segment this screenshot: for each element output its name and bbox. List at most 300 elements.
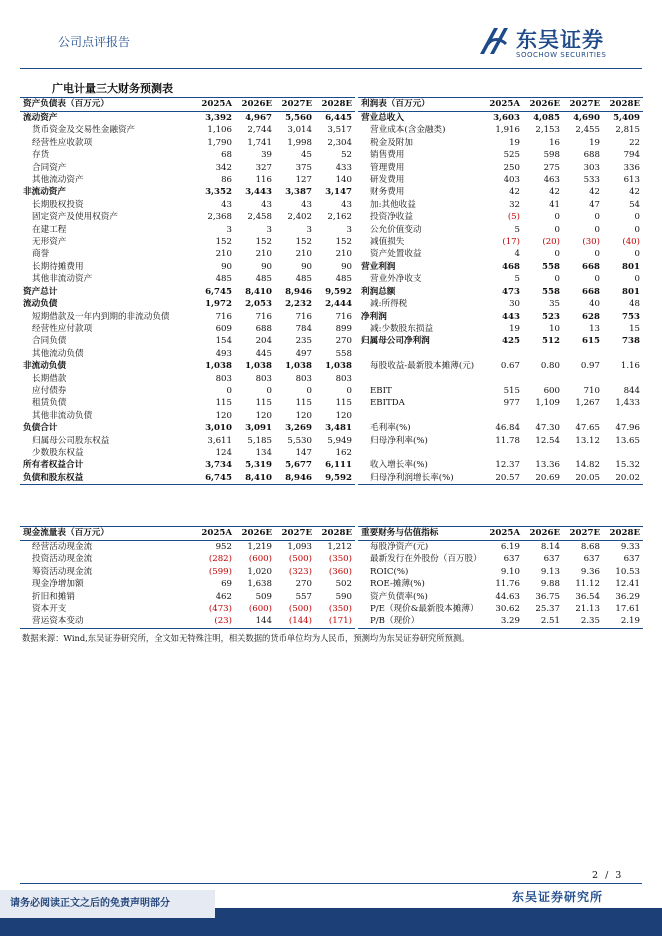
- row-value: (500): [288, 604, 312, 615]
- row-value: 558: [542, 261, 560, 272]
- row-label: 研发费用: [370, 175, 405, 186]
- row-label: 每股收益-最新股本摊薄(元): [370, 361, 475, 372]
- row-value: 120: [295, 410, 312, 421]
- row-value: 204: [255, 336, 272, 347]
- row-value: (171): [315, 615, 355, 628]
- row-value: 0: [226, 385, 232, 396]
- row-value: 1,267: [575, 398, 600, 409]
- row-label: 最新发行在外股份（百万股）: [370, 554, 482, 565]
- row-value: 9,592: [315, 472, 355, 485]
- row-value: 43: [301, 199, 312, 210]
- table-row: [20, 385, 355, 397]
- table-header-row: [20, 527, 355, 541]
- row-value: [523, 410, 563, 422]
- row-value: 3,517: [327, 125, 352, 136]
- table-row: [358, 553, 643, 565]
- row-label: 折旧和摊销: [32, 591, 75, 602]
- row-value: 47: [589, 199, 600, 210]
- table-row: [20, 435, 355, 447]
- table-row: [20, 112, 355, 125]
- year-header: 2028E: [315, 98, 355, 112]
- row-label: 资产负债率(%): [370, 591, 428, 602]
- row-value: 6,745: [205, 286, 232, 297]
- row-label: 经营性应付款项: [32, 323, 93, 334]
- row-value: 90: [221, 261, 232, 272]
- row-value: 497: [295, 348, 312, 359]
- row-value: 2.19: [603, 615, 643, 628]
- row-value: 116: [255, 175, 272, 186]
- row-value: 3: [266, 224, 272, 235]
- row-value: 613: [623, 175, 640, 186]
- row-value: 20.05: [563, 472, 603, 485]
- row-value: 154: [215, 336, 232, 347]
- row-value: 803: [215, 373, 232, 384]
- table-row: [20, 566, 355, 578]
- row-value: [603, 373, 643, 385]
- row-label: 短期借款及一年内到期的非流动负债: [32, 311, 170, 322]
- disclaimer-link[interactable]: 请务必阅读正文之后的免责声明部分: [0, 890, 215, 918]
- row-label: 应付债券: [32, 385, 67, 396]
- row-value: 445: [255, 348, 272, 359]
- row-value: 2,053: [245, 299, 272, 310]
- row-value: 493: [215, 348, 232, 359]
- page-number: 2 / 3: [592, 870, 624, 881]
- row-value: 463: [543, 175, 560, 186]
- year-header: 2025A: [483, 527, 523, 541]
- row-value: 17.61: [615, 604, 640, 615]
- row-label: [358, 373, 483, 385]
- row-value: 12.54: [535, 435, 560, 446]
- row-value: 115: [295, 398, 312, 409]
- row-value: [483, 348, 523, 360]
- table-row: [20, 422, 355, 434]
- table-row: [20, 360, 355, 372]
- row-label: 现金净增加额: [32, 579, 84, 590]
- row-value: 3: [226, 224, 232, 235]
- row-value: 688: [583, 150, 600, 161]
- row-value: 13.65: [615, 435, 640, 446]
- row-value: 152: [255, 237, 272, 248]
- row-value: (23): [195, 615, 235, 628]
- row-value: 11.78: [495, 435, 520, 446]
- table-row: [20, 459, 355, 471]
- row-value: 43: [221, 199, 232, 210]
- footer-divider: [20, 883, 642, 884]
- table-row: [358, 348, 643, 360]
- row-value: (323): [288, 566, 312, 577]
- row-value: (600): [248, 554, 272, 565]
- table-row: [20, 591, 355, 603]
- table-row: [20, 224, 355, 236]
- table-header-label: 利润表（百万元）: [358, 98, 483, 112]
- row-value: 22: [629, 137, 640, 148]
- row-value: 2,744: [247, 125, 272, 136]
- row-label: 营业利润: [361, 261, 396, 272]
- row-value: 10: [549, 323, 560, 334]
- row-value: 54: [629, 199, 640, 210]
- table-title: 广电计量三大财务预测表: [52, 82, 173, 95]
- row-label: 利润总额: [361, 286, 396, 297]
- row-value: 637: [503, 554, 520, 565]
- row-label: 净利润: [361, 311, 387, 322]
- row-value: 270: [295, 579, 312, 590]
- row-label: 减值损失: [370, 237, 405, 248]
- row-value: 485: [215, 274, 232, 285]
- table-row: [20, 447, 355, 459]
- row-value: 3,481: [325, 423, 352, 434]
- row-value: 86: [221, 175, 232, 186]
- row-value: 716: [255, 311, 272, 322]
- table-row: [358, 137, 643, 149]
- row-value: 3: [346, 224, 352, 235]
- table-row: [20, 174, 355, 186]
- row-value: [563, 348, 603, 360]
- row-value: 25.37: [535, 604, 560, 615]
- row-value: 473: [502, 286, 520, 297]
- row-value: 899: [335, 323, 352, 334]
- row-value: 515: [503, 385, 520, 396]
- row-value: [603, 447, 643, 459]
- row-label: ROE-摊薄(%): [370, 579, 425, 590]
- footer-institute: 东吴证券研究所: [512, 890, 604, 904]
- row-value: 47.30: [535, 423, 560, 434]
- row-value: 47.96: [615, 423, 640, 434]
- row-value: 0: [634, 212, 640, 223]
- row-value: [603, 348, 643, 360]
- row-value: 525: [503, 150, 520, 161]
- cashflow-table: [20, 526, 355, 629]
- row-label: [358, 447, 483, 459]
- row-value: 637: [583, 554, 600, 565]
- row-value: 590: [335, 591, 352, 602]
- row-label: 在建工程: [32, 224, 67, 235]
- year-header: 2027E: [275, 98, 315, 112]
- row-value: 668: [582, 261, 600, 272]
- table-row: [20, 578, 355, 590]
- row-value: (599): [208, 566, 232, 577]
- table-row: [358, 447, 643, 459]
- row-value: 30.62: [495, 604, 520, 615]
- row-value: 35: [549, 299, 560, 310]
- row-value: 6,111: [325, 460, 352, 471]
- valuation-ratios-table: [358, 526, 643, 629]
- row-label: 商誉: [32, 249, 50, 260]
- row-value: 0: [594, 274, 600, 285]
- row-value: 1,038: [205, 361, 232, 372]
- row-value: 11.12: [575, 579, 600, 590]
- row-value: 0.97: [580, 361, 600, 372]
- row-value: 0: [554, 212, 560, 223]
- row-value: 19: [509, 323, 520, 334]
- soochow-logo-icon: [476, 24, 512, 60]
- row-value: 485: [255, 274, 272, 285]
- row-label: 非流动资产: [23, 187, 66, 198]
- row-value: 716: [215, 311, 232, 322]
- row-value: 803: [295, 373, 312, 384]
- row-value: 12.41: [615, 579, 640, 590]
- row-value: 844: [623, 385, 640, 396]
- table-row: [358, 149, 643, 161]
- row-value: 4,085: [533, 113, 560, 123]
- row-value: 0.80: [540, 361, 560, 372]
- row-value: 403: [503, 175, 520, 186]
- row-value: [603, 410, 643, 422]
- row-label: 其他流动负债: [32, 348, 84, 359]
- table-row: [20, 124, 355, 136]
- row-label: 其他非流动负债: [32, 410, 93, 421]
- row-value: 688: [255, 323, 272, 334]
- table-row: [358, 124, 643, 136]
- row-label: 归属母公司净利润: [361, 336, 430, 347]
- row-value: (473): [208, 604, 232, 615]
- row-label: [358, 410, 483, 422]
- table-row: [20, 211, 355, 223]
- row-value: 0.67: [500, 361, 520, 372]
- table-row: [358, 385, 643, 397]
- company-logo: [476, 24, 626, 62]
- row-value: 8,410: [235, 472, 275, 485]
- row-value: 120: [335, 410, 352, 421]
- data-source-note: 数据来源：Wind,东吴证券研究所，全文如无特殊注明，相关数据的货币单位均为人民币，预测均为东吴证券研究所预测。: [22, 633, 470, 643]
- row-value: 3,352: [205, 187, 232, 198]
- row-label: 少数股东权益: [32, 447, 84, 458]
- row-value: 558: [542, 286, 560, 297]
- year-header: 2027E: [563, 98, 603, 112]
- row-value: 9.33: [620, 542, 640, 552]
- row-value: 43: [341, 199, 352, 210]
- row-value: 275: [543, 162, 560, 173]
- row-value: 0: [594, 249, 600, 260]
- row-value: 4: [514, 249, 520, 260]
- table-row: [20, 149, 355, 161]
- row-value: [563, 373, 603, 385]
- row-label: EBIT: [370, 385, 392, 396]
- row-value: 90: [341, 261, 352, 272]
- table-row: [358, 211, 643, 223]
- row-value: 1,219: [247, 542, 272, 552]
- row-label: 长期待摊费用: [32, 261, 84, 272]
- row-value: 1.16: [620, 361, 640, 372]
- row-value: 8,410: [245, 286, 272, 297]
- row-value: 270: [335, 336, 352, 347]
- header-divider: [20, 68, 642, 69]
- row-value: 3,269: [285, 423, 312, 434]
- table-row: [358, 397, 643, 409]
- year-header: 2026E: [523, 527, 563, 541]
- row-value: (500): [288, 554, 312, 565]
- row-value: 0: [594, 224, 600, 235]
- row-value: 20.57: [483, 472, 523, 485]
- row-value: 3,010: [205, 423, 232, 434]
- row-value: 558: [335, 348, 352, 359]
- row-label: 营运资本变动: [20, 615, 195, 628]
- row-value: (40): [622, 237, 640, 248]
- row-value: 5,185: [247, 435, 272, 446]
- logo-english-name: SOOCHOW SECURITIES: [516, 51, 607, 59]
- row-value: 2,153: [535, 125, 560, 136]
- row-value: [483, 410, 523, 422]
- row-value: 36.29: [615, 591, 640, 602]
- row-value: 0: [634, 249, 640, 260]
- row-value: 9.10: [500, 566, 520, 577]
- row-label: 税金及附加: [370, 137, 413, 148]
- row-value: 0: [346, 385, 352, 396]
- row-value: 637: [623, 554, 640, 565]
- table-header-row: [358, 527, 643, 541]
- year-header: 2028E: [603, 98, 643, 112]
- year-header: 2027E: [563, 527, 603, 541]
- table-row: [358, 261, 643, 273]
- row-value: 19: [509, 137, 520, 148]
- year-header: 2026E: [235, 98, 275, 112]
- row-label: 流动负债: [23, 299, 58, 310]
- row-label: 收入增长率(%): [370, 460, 428, 471]
- row-value: 120: [255, 410, 272, 421]
- row-value: 600: [543, 385, 560, 396]
- table-row: [358, 112, 643, 125]
- row-label: 合同负债: [32, 336, 67, 347]
- row-value: 801: [622, 286, 640, 297]
- table-row: [20, 186, 355, 198]
- row-value: 5,677: [285, 460, 312, 471]
- table-row: [20, 261, 355, 273]
- table-row: [358, 541, 643, 554]
- table-row: [358, 323, 643, 335]
- table-row: [358, 578, 643, 590]
- row-value: 1,790: [207, 137, 232, 148]
- row-label: ROIC(%): [370, 566, 409, 577]
- row-value: 628: [582, 311, 600, 322]
- row-value: 115: [335, 398, 352, 409]
- row-value: 1,038: [245, 361, 272, 372]
- row-value: 3,611: [207, 435, 232, 446]
- row-value: 1,109: [535, 398, 560, 409]
- table-row: [20, 311, 355, 323]
- row-value: 1,093: [287, 542, 312, 552]
- row-value: 3,603: [493, 113, 520, 123]
- row-label: 减:少数股东损益: [370, 323, 434, 334]
- row-value: 16: [549, 137, 560, 148]
- table-row: [358, 298, 643, 310]
- row-value: 52: [341, 150, 352, 161]
- table-row: [358, 286, 643, 298]
- row-label: 归母净利率(%): [370, 435, 428, 446]
- row-value: 2,458: [247, 212, 272, 223]
- table-row: [20, 137, 355, 149]
- row-value: 5,409: [613, 113, 640, 123]
- row-label: 加:其他收益: [370, 199, 416, 210]
- year-header: 2025A: [195, 527, 235, 541]
- row-value: 8.14: [540, 542, 560, 552]
- row-value: 5,560: [285, 113, 312, 123]
- row-value: 502: [335, 579, 352, 590]
- row-value: 20.69: [523, 472, 563, 485]
- row-value: 11.76: [495, 579, 520, 590]
- row-label: 销售费用: [370, 150, 405, 161]
- row-value: 2,304: [327, 137, 352, 148]
- row-value: 303: [583, 162, 600, 173]
- row-label: 投资活动现金流: [32, 554, 93, 565]
- row-label: 其他流动资产: [32, 175, 84, 186]
- row-value: 0: [554, 249, 560, 260]
- table-row: [20, 323, 355, 335]
- row-value: 12.37: [495, 460, 520, 471]
- report-type-label: 公司点评报告: [58, 35, 131, 49]
- table-row: [358, 311, 643, 323]
- row-label: [358, 348, 483, 360]
- row-value: 42: [589, 187, 600, 198]
- table-row: [20, 298, 355, 310]
- row-value: 4,690: [573, 113, 600, 123]
- row-value: 375: [295, 162, 312, 173]
- logo-chinese-name: 东吴证券: [516, 28, 604, 52]
- row-value: 485: [295, 274, 312, 285]
- table-row: [20, 236, 355, 248]
- row-value: 1,638: [247, 579, 272, 590]
- row-value: 1,998: [287, 137, 312, 148]
- row-value: [523, 447, 563, 459]
- row-value: 115: [215, 398, 232, 409]
- row-value: 803: [335, 373, 352, 384]
- row-value: 2.35: [563, 615, 603, 628]
- table-row: [20, 397, 355, 409]
- row-value: 9.88: [540, 579, 560, 590]
- row-value: 2,402: [287, 212, 312, 223]
- row-value: 235: [295, 336, 312, 347]
- row-value: 801: [622, 261, 640, 272]
- row-value: 147: [295, 447, 312, 458]
- row-value: 14.82: [575, 460, 600, 471]
- row-value: 1,972: [205, 299, 232, 310]
- row-value: 5,530: [287, 435, 312, 446]
- row-value: 509: [255, 591, 272, 602]
- row-value: 124: [215, 447, 232, 458]
- row-label: 所有者权益合计: [23, 460, 84, 471]
- row-label: 长期借款: [32, 373, 67, 384]
- row-value: (350): [328, 604, 352, 615]
- row-value: 3,147: [325, 187, 352, 198]
- table-row: [358, 566, 643, 578]
- year-header: 2028E: [315, 527, 355, 541]
- table-row: [358, 335, 643, 347]
- row-label: 其他非流动资产: [32, 274, 93, 285]
- table-row: [20, 248, 355, 260]
- row-value: 0: [266, 385, 272, 396]
- row-value: 127: [295, 175, 312, 186]
- row-label: 筹资活动现金流: [32, 566, 93, 577]
- row-label: 营业成本(含金融类): [370, 125, 446, 136]
- table-header-label: 现金流量表（百万元）: [20, 527, 195, 541]
- row-label: 负债合计: [23, 423, 58, 434]
- row-value: 2,455: [575, 125, 600, 136]
- row-value: 46.84: [495, 423, 520, 434]
- row-label: 经营活动现金流: [32, 542, 93, 552]
- row-value: 3,734: [205, 460, 232, 471]
- row-value: 0: [634, 224, 640, 235]
- row-label: 资产处置收益: [370, 249, 422, 260]
- row-value: 68: [221, 150, 232, 161]
- table-header-row: [20, 98, 355, 112]
- row-label: 营业外净收支: [370, 274, 422, 285]
- row-value: 41: [549, 199, 560, 210]
- row-value: 8,946: [275, 472, 315, 485]
- row-value: 3,014: [287, 125, 312, 136]
- row-value: 5: [514, 274, 520, 285]
- row-value: 2,444: [325, 299, 352, 310]
- row-value: 1,212: [327, 542, 352, 552]
- row-value: 42: [509, 187, 520, 198]
- row-label: P/B（现价）: [358, 615, 483, 628]
